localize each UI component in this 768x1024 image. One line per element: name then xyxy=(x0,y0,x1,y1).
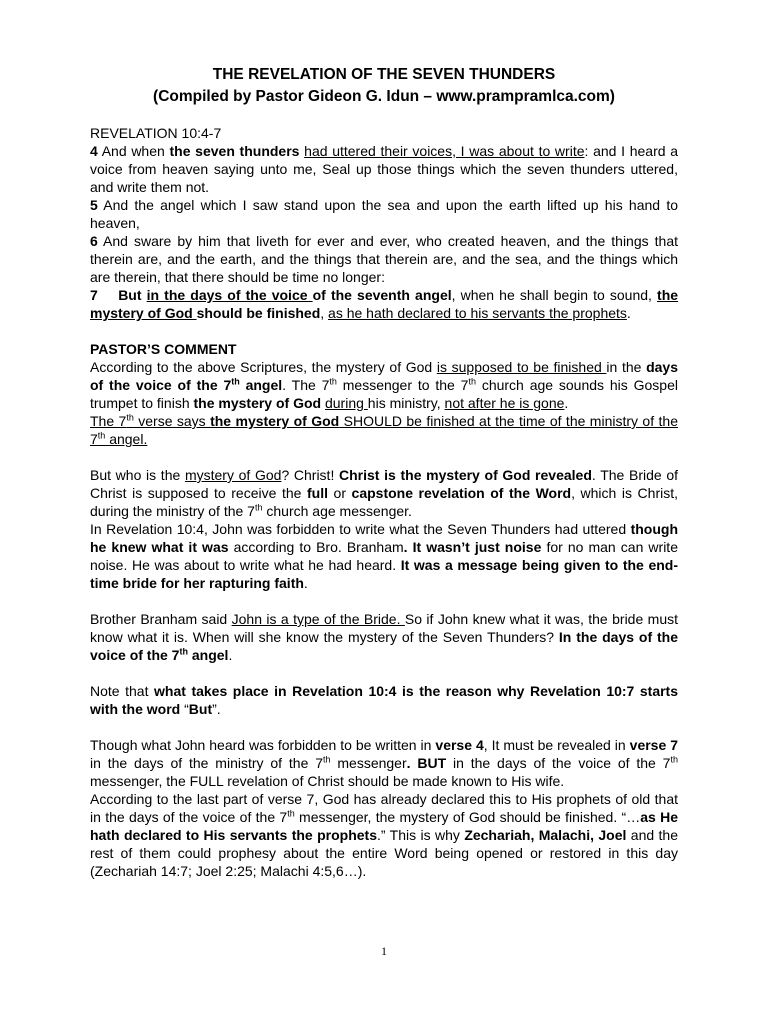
verse-number: 6 xyxy=(90,233,98,249)
verse-4: 4 And when the seven thunders had uttered their voices, I was about to write: and I heard a voice from heaven saying unto me, Seal up those things which the seven thunders uttered, and write them not. xyxy=(90,143,678,195)
verse-7: 7 But in the days of the voice of the seventh angel, when he shall begin to sound, the mystery of God should be finished, as he hath declared to his servants the prophets. xyxy=(90,287,679,321)
comment-paragraph-4: Brother Branham said John is a type of the Bride. So if John knew what it was, the bride must know what it is. When will she know the mystery of the Seven Thunders? In the days of the voice of the 7th angel. xyxy=(90,611,679,663)
comment-paragraph-5: Note that what takes place in Revelation 10:4 is the reason why Revelation 10:7 starts with the word “But”. xyxy=(90,683,679,717)
scripture-reference: REVELATION 10:4-7 xyxy=(90,125,222,141)
comment-paragraph-3: In Revelation 10:4, John was forbidden to write what the Seven Thunders had uttered though he knew what it was according to Bro. Branham. It wasn’t just noise for no man can write noise. He was about to write what he had heard. It was a message being given to the end-time bride for her rapturing faith. xyxy=(90,521,679,591)
verse-number: 7 xyxy=(90,287,98,303)
comment-paragraph-2: But who is the mystery of God? Christ! Christ is the mystery of God revealed. The Bride of Christ is supposed to receive the full or capstone revelation of the Word, which is Christ, during the ministry of the 7th church age messenger. xyxy=(90,467,679,519)
document-body xyxy=(90,124,678,880)
verse-number: 5 xyxy=(90,197,98,213)
comment-paragraph-7: According to the last part of verse 7, God has already declared this to His prophets of old that in the days of the voice of the 7th messenger, the mystery of God should be finished. “…as He hath declared to His servants the prophets.” This is why Zechariah, Malachi, Joel and the rest of them could prophesy about the entire Word being opened or restored in this day (Zechariah 14:7; Joel 2:25; Malachi 4:5,6…). xyxy=(90,791,678,879)
verse-number: 4 xyxy=(90,143,98,159)
document-title: THE REVELATION OF THE SEVEN THUNDERS xyxy=(212,66,556,83)
comment-paragraph-6: Though what John heard was forbidden to be written in verse 4, It must be revealed in verse 7 in the days of the ministry of the 7th messenger. BUT in the days of the voice of the 7th messenger, the FULL revelation of Christ should be made known to His wife. xyxy=(90,737,678,789)
comment-paragraph-1: According to the above Scriptures, the mystery of God is supposed to be finished in the days of the voice of the 7th angel. The 7th messenger to the 7th church age sounds his Gospel trumpet to finish the mystery of God during his ministry, not after he is gone. The 7th verse says the mystery of God SHOULD be finished at the time of the ministry of the 7th angel. xyxy=(90,359,678,447)
comment-heading: PASTOR’S COMMENT xyxy=(90,341,237,357)
verse-5: 5 And the angel which I saw stand upon the sea and upon the earth lifted up his hand to heaven, xyxy=(90,197,678,231)
document-subtitle: (Compiled by Pastor Gideon G. Idun – www.prampramlca.com) xyxy=(153,88,615,105)
page-number: 1 xyxy=(381,944,387,958)
verse-6: 6 And sware by him that liveth for ever and ever, who created heaven, and the things that therein are, and the earth, and the things that therein are, and the sea, and the things which are therein, that there should be time no longer: xyxy=(90,233,678,285)
